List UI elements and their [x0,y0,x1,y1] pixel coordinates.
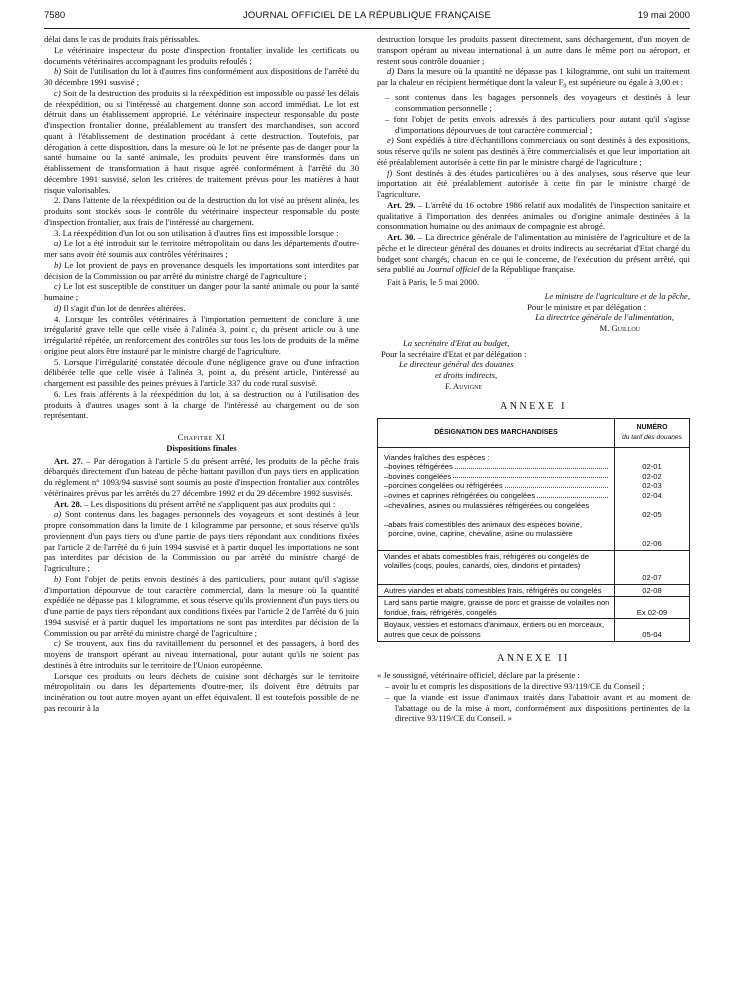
article-29: Art. 29. – L'arrêté du 16 octobre 1986 relatif aux modalités de l'inspection sanitaire et qualitative à l'importation des denrées animales ou d'origine animale destinées à la consommation humaine ou des animaux de compagnie est abrogé. [377,199,690,232]
article-27: Art. 27. – Par dérogation à l'article 5 du présent arrêté, les produits de la pêche frais débarqués directement d'un bateau de pêche battant pavillon d'un pays tiers en application du règlement n° 1093/94 susvisé sont soumis au poste d'inspection frontalier aux contrôles vétérinaires prévus par les arrêtés du 27 décembre 1992 et du 29 décembre 1992 susvisés. [44,455,359,498]
list [377,681,690,724]
article-30: Art. 30. – La directrice générale de l'alimentation au ministère de l'agriculture et de la pêche et le directeur général des douanes et droits indirects au secrétariat d'Etat chargé du budget sont chargés, chacun en ce qui le concerne, de l'exécution du présent arrêté, qui sera publié au Journal officiel de la République française. [377,232,690,275]
table-header-designation: DÉSIGNATION DES MARCHANDISES [378,419,615,447]
list-item: – sont contenus dans les bagages personnels des voyageurs et destinés à leur consommation personnelle ; [377,92,690,114]
signatory-title: La secrétaire d'Etat au budget, [403,337,510,348]
signatory-name: M. Guillou [599,323,640,334]
table-row: – abats frais comestibles des animaux des espèces bovine, porcine, ovine, caprine, chevaline, asine ou mulassière [384,519,582,539]
signatory-line: La directrice générale de l'alimentation, [535,312,674,323]
signature-block-budget [377,338,690,392]
signatory-line: et droits indirects, [435,370,498,381]
list-item: – avoir lu et compris les dispositions de la directive 93/119/CE du Conseil ; [377,681,690,692]
table-row: – chevalines, asines ou mulassières réfrigérées ou congelées [384,500,590,510]
left-column [44,34,359,714]
signatory-name: F. Auvigne [445,380,483,391]
signatory-line: Pour la secrétaire d'Etat et par délégation : [381,348,527,359]
paragraph: b) Soit de l'utilisation du lot à d'autres fins conformément aux dispositions de l'arrêté du 30 décembre 1991 susvisé ; [44,66,359,87]
paragraph: délai dans le cas de produits frais périssables. [44,34,201,44]
paragraph: 6. Les frais afférents à la réexpédition du lot, à sa destruction ou à l'utilisation des produits à d'autres usages sont à la charge de l'intéressé au chargement ou de son représentant. [44,388,359,421]
paragraph: c) Se trouvent, aux fins du ravitaillement du personnel et des passagers, à bord des moyens de transport opérant au niveau international, pour autant qu'ils ne soient pas destinés à être introduits sur le territoire de l'Union européenne. [44,638,359,670]
paragraph: b) Le lot provient de pays en provenance desquels les importations sont interdites par décision de la Commission ou par arrêté du ministre chargé de l'agriculture ; [44,259,359,281]
table-row: – ovines et caprines réfrigérées ou congelées [384,491,610,501]
paragraph: c) Le lot est susceptible de constituer un danger pour la santé animale ou pour la santé humaine ; [44,281,359,302]
paragraph: c) Soit de la destruction des produits si la réexpédition est impossible ou passé les délais de réexpédition, ou si l'intéressé au chargement donne son accord immédiat. Le lot est détruit dans un établissement approprié. Le vétérinaire inspecteur responsable du poste d'inspection frontalier donne, préalablement au transfert des marchandises, son accord quant à l'établissement de destination procédant à cette destruction. Toutefois, par dérogation à cette disposition, dans la mesure où le lot ne présente pas de danger pour la santé humaine ou la santé animale, les produits peuvent être transformés dans un établissement de transformation à haut risque agréé conformément à l'arrêté du 30 décembre 1991 susvisé, selon les critères de traitement prévus pour les matières à haut risque valorisables. [44,87,359,195]
article-28: Art. 28. – Les dispositions du présent arrêté ne s'appliquent pas aux produits qui : [54,498,336,509]
group-title: Viandes fraîches des espèces : [384,452,490,462]
paragraph: « Je soussigné, vétérinaire officiel, déclare par la présente : [377,670,580,681]
table-header-number: NUMÉRO du tarif des douanes [615,419,690,447]
paragraph: 2. Dans l'attente de la réexpédition ou de la destruction du lot visé au présent alinéa, les produits sont stockés sous le contrôle du vétérinaire inspecteur responsable du poste d'inspection frontalier, aux frais de l'intéressé au chargement. [44,195,359,227]
paragraph: Le vétérinaire inspecteur du poste d'inspection frontalier invalide les certificats ou documents vétérinaires accompagnant les produits refoulés ; [44,44,359,66]
signatory-title: Le ministre de l'agriculture et de la pêche, [544,290,690,301]
journal-title: JOURNAL OFFICIEL DE LA RÉPUBLIQUE FRANÇAISE [242,10,492,21]
paragraph: d) Dans la mesure où la quantité ne dépasse pas 1 kilogramme, ont subi un traitement par la chaleur en récipient hermétique dont la valeur $F_0$ est supérieure ou égale à 3,00 et : [377,66,690,90]
paragraph: destruction lorsque les produits passent directement, sans déchargement, d'un moyen de transport opérant au niveau international à un autre dans le même port ou aéroport, et restent sous contrôle douanier ; [377,34,690,66]
table-row: – porcines congelées ou réfrigérées [384,481,610,491]
table-row: Boyaux, vessies et estomacs d'animaux, entiers ou en morceaux, autres que ceux de poissons 05-04 [378,619,690,641]
paragraph: a) Sont contenus dans les bagages personnels des voyageurs et sont destinés à leur propre consommation dans la limite de 1 kilogramme par personne, et sous réserve qu'ils proviennent d'un pays tiers ou d'une partie de pays tiers répondant aux conditions fixées par l'article 2 de l'arrêté du 6 juin 1994 susvisé et à partir duquel les importations ne sont pas interdites par décision de la Commission ou par arrêté du ministre chargé de l'agriculture ; [44,509,359,573]
paragraph: 3. La réexpédition d'un lot ou son utilisation à d'autres fins est impossible lorsque : [54,227,339,238]
chapter-title: Chapitre XI [177,432,226,442]
page-number: 7580 [44,10,66,21]
issue-date: 19 mai 2000 [637,10,690,21]
paragraph: Fait à Paris, le 5 mai 2000. [387,277,480,288]
signatory-line: Pour le ministre et par délégation : [527,301,646,312]
table-row: – bovines congelées [384,472,610,482]
page-header [44,10,690,24]
annex-2-title: ANNEXE II [497,652,570,664]
paragraph: b) Font l'objet de petits envois destinés à des particuliers, pour autant qu'il s'agisse d'importation dépourvue de tout caractère commercial, dans la mesure où la quantité expédiée ne dépasse pas 1 kilogramme, et sous réserve qu'ils proviennent d'un pays tiers ou d'une partie de pays tiers répondant aux conditions fixées par l'article 2 de l'arrêté du 6 juin 1994 susvisé et à partir duquel les importations ne sont pas interdites par décision de la Commission ou par arrêté du ministre chargé de l'agriculture ; [44,573,359,638]
table-row: Lard sans partie maigre, graisse de porc et graisse de volailles non fondue, frais, réfrigérés, congelés Ex 02-09 [378,597,690,619]
paragraph: a) Le lot a été introduit sur le territoire métropolitain ou dans les départements d'outre-mer sans avoir été soumis aux contrôles vétérinaires ; [44,238,359,259]
right-column [377,34,690,724]
header-rule [44,28,690,29]
paragraph: 4. Lorsque les contrôles vétérinaires à l'importation permettent de conclure à une irrégularité grave telle que celle visée à l'alinéa 3, point c, du présent article ou à une irrégularité répétée, un renforcement des contrôles sur tous les lots de produits de la même origine peut alors être instauré par le ministre chargé de l'agriculture. [44,313,359,356]
table-cell: 02-01 02-02 02-03 02-04 02-05 02-06 [615,447,690,550]
signature-block-agriculture [377,291,690,334]
annex-1-title: ANNEXE I [500,400,567,412]
paragraph: 5. Lorsque l'irrégularité constatée découle d'une négligence grave ou d'une infraction délibérée telle que celle visée à l'alinéa 3, point a, du présent article, l'intéressé au chargement est passible des peines prévues à l'article 337 du code rural susvisé. [44,356,359,388]
table-cell [378,447,615,550]
signatory-line: Le directeur général des douanes [399,359,514,370]
table-row: – bovines réfrigérées [384,462,610,472]
paragraph: Lorsque ces produits ou leurs déchets de cuisine sont déchargés sur le territoire métropolitain ou dans les départements d'outre-mer, ils doivent être détruits par incinération ou tout autre moyen ayant un effet équivalent. Il est toutefois possible de ne pas recourir à la [44,670,359,713]
table-row: Viandes et abats comestibles frais, réfrigérés ou congelés de volailles (coqs, poules, canards, oies, dindons et pintades) 02-07 [378,550,690,584]
paragraph: e) Sont expédiés à titre d'échantillons commerciaux ou sont destinés à des expositions, sous réserve qu'ils ne soient pas destinés à être commercialisés et que leur importation ait été préalablement autorisée à cette fin par le ministre chargé de l'agriculture ; [377,135,690,167]
list-item: – que la viande est issue d'animaux traités dans l'abattoir avant et au moment de l'abattage ou de la mise à mort, conformément aux dispositions pertinentes de la directive 93/119/CE du Conseil. » [377,692,690,724]
table-row: Autres viandes et abats comestibles frais, réfrigérés ou congelés 02-08 [378,584,690,597]
tariff-table [377,418,690,641]
list [377,92,690,135]
paragraph: d) Il s'agit d'un lot de denrées altérées. [54,302,186,313]
list-item: – font l'objet de petits envois adressés à des particuliers pour autant qu'il s'agisse d'importations dépourvues de tout caractère commercial ; [377,114,690,136]
section-title: Dispositions finales [166,442,237,453]
paragraph: f) Sont destinés à des études particulières ou à des analyses, sous réserve que leur importation ait été préalablement autorisée à cette fin par le ministre chargé de l'agriculture. [377,167,690,200]
